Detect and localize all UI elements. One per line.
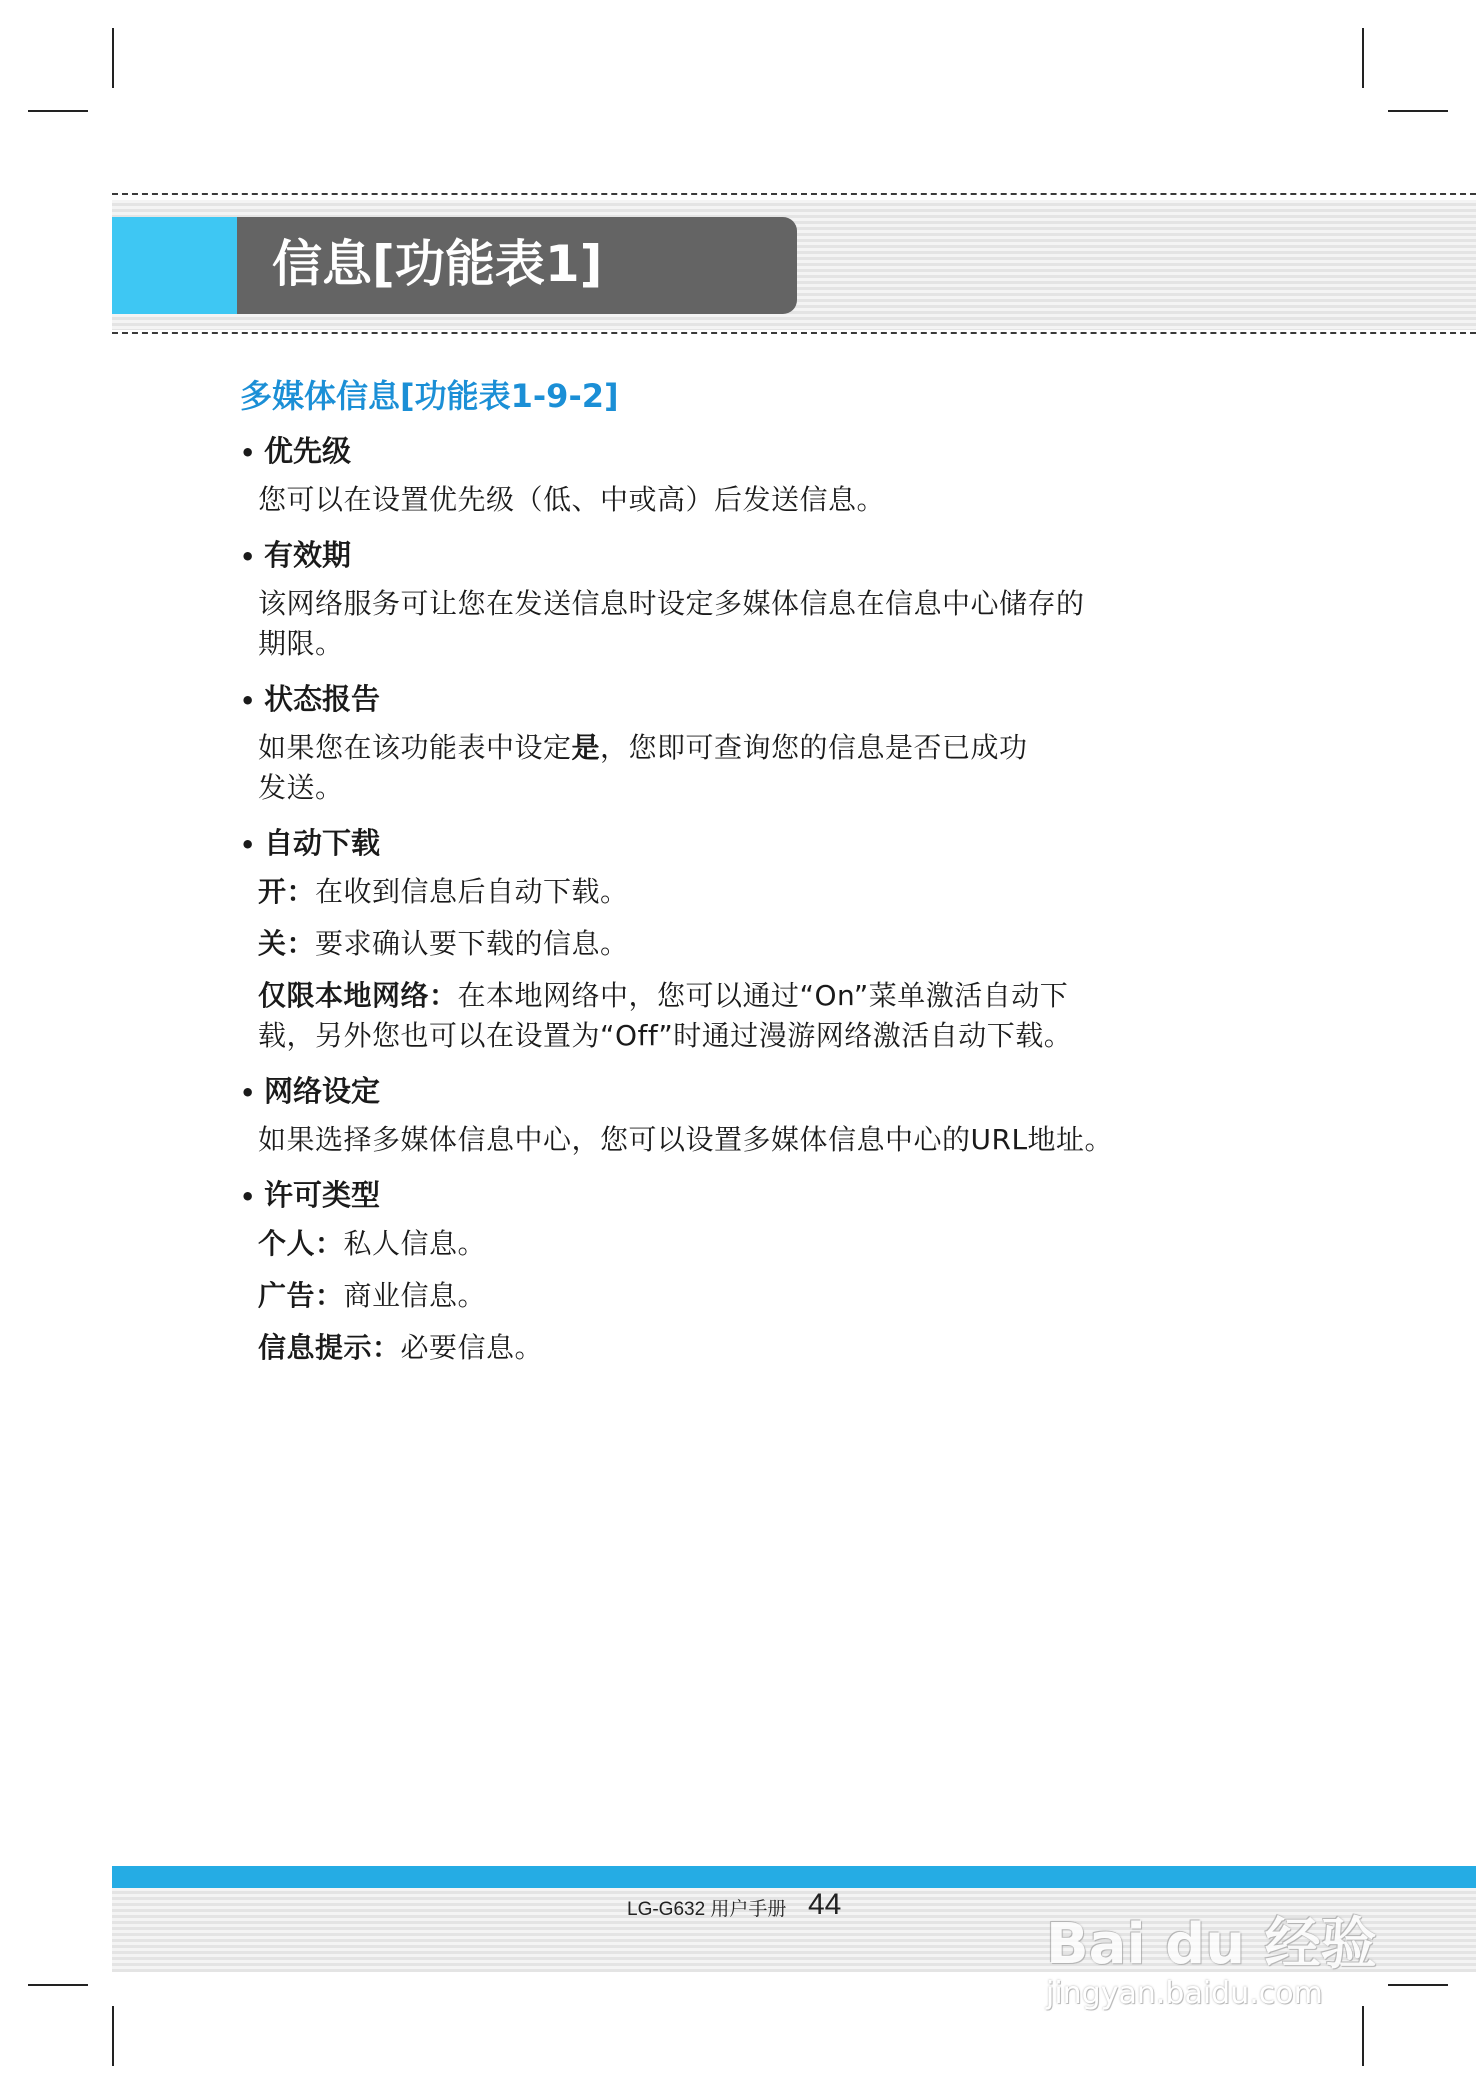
crop-mark xyxy=(112,28,114,88)
item-heading-priority: • 优先级 xyxy=(240,428,1240,476)
crop-mark xyxy=(112,2006,114,2066)
item-body-network-settings: 如果选择多媒体信息中心，您可以设置多媒体信息中心的URL地址。 xyxy=(258,1123,1114,1156)
manual-label: LG-G632 用户手册 xyxy=(627,1899,787,1920)
option-home-network-only: 仅限本地网络：在本地网络中，您可以通过“On”菜单激活自动下 载，另外您也可以在设置为“Off”时通过漫游网络激活自动下载。 xyxy=(258,979,1073,1052)
page-number: 44 xyxy=(808,1888,842,1921)
crop-mark xyxy=(28,110,88,112)
main-content xyxy=(240,372,1240,1380)
bullet-icon: • xyxy=(240,439,256,467)
item-body-priority: 您可以在设置优先级（低、中或高）后发送信息。 xyxy=(258,483,886,516)
bullet-icon: • xyxy=(240,543,256,571)
option-personal: 个人：私人信息。 xyxy=(258,1227,487,1260)
section-title: 多媒体信息[功能表1-9-2] xyxy=(240,377,619,415)
item-heading-auto-download: • 自动下载 xyxy=(240,820,1240,868)
baidu-watermark xyxy=(1046,1876,1386,2016)
item-heading-status-report: • 状态报告 xyxy=(240,676,1240,724)
item-body-validity: 该网络服务可让您在发送信息时设定多媒体信息在信息中心储存的 期限。 xyxy=(258,587,1085,660)
option-on: 开：在收到信息后自动下载。 xyxy=(258,875,629,908)
watermark-url: jingyan.baidu.com xyxy=(1046,1976,1323,2011)
item-heading-network-settings: • 网络设定 xyxy=(240,1068,1240,1116)
crop-mark xyxy=(1388,1984,1448,1986)
chapter-title: 信息[功能表1] xyxy=(272,235,603,293)
header-dash-top xyxy=(112,193,1476,195)
crop-mark xyxy=(28,1984,88,1986)
option-off: 关：要求确认要下载的信息。 xyxy=(258,927,629,960)
header-accent-block xyxy=(112,217,237,314)
option-info-alert: 信息提示：必要信息。 xyxy=(258,1331,544,1364)
header-dash-bottom xyxy=(112,332,1476,334)
item-body-status-report: 如果您在该功能表中设定是，您即可查询您的信息是否已成功 发送。 xyxy=(258,731,1028,804)
option-advertisement: 广告：商业信息。 xyxy=(258,1279,487,1312)
bullet-icon: • xyxy=(240,1079,256,1107)
crop-mark xyxy=(1388,110,1448,112)
watermark-logo: Bai du 经验 xyxy=(1046,1912,1377,1977)
bullet-icon: • xyxy=(240,831,256,859)
item-heading-permission-type: • 许可类型 xyxy=(240,1172,1240,1220)
crop-mark xyxy=(1362,28,1364,88)
bullet-icon: • xyxy=(240,687,256,715)
item-heading-validity: • 有效期 xyxy=(240,532,1240,580)
bullet-icon: • xyxy=(240,1183,256,1211)
